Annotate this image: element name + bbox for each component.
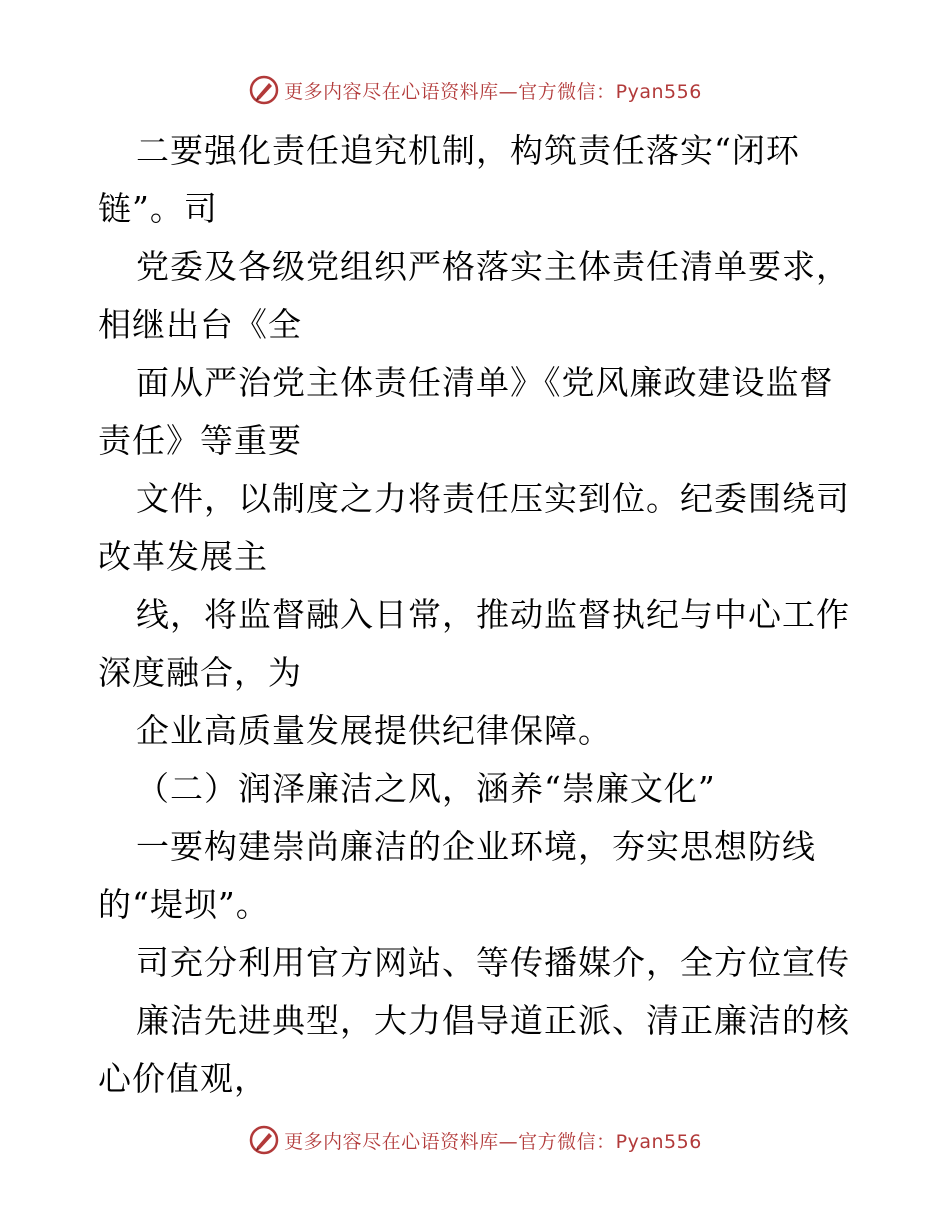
banner-main-text: 更多内容尽在心语资料库: [284, 1130, 499, 1153]
text-line: 心价值观，: [98, 1059, 268, 1098]
section-heading: （二）润泽廉洁之风，涵养“崇廉文化”: [136, 769, 716, 808]
banner-separator: —: [498, 1130, 519, 1153]
banner-text: [284, 1127, 702, 1154]
text-line: 司充分利用官方网站、等传播媒介，全方位宣传: [136, 943, 850, 982]
text-line: 文件，以制度之力将责任压实到位。纪委围绕司: [136, 479, 850, 518]
text-line: 面从严治党主体责任清单》《党风廉政建设监督: [136, 363, 834, 402]
text-line: 一要构建崇尚廉洁的企业环境，夯实思想防线: [136, 827, 816, 866]
pen-logo-icon: [248, 74, 280, 106]
text-line: 的“堤坝”。: [98, 885, 270, 924]
text-line: 企业高质量发展提供纪律保障。: [136, 711, 612, 750]
text-line: 二要强化责任追究机制，构筑责任落实“闭环: [136, 131, 800, 170]
pen-logo-icon: [248, 1124, 280, 1156]
banner-text: [284, 77, 702, 104]
text-line: 改革发展主: [98, 537, 268, 576]
text-line: 党委及各级党组织严格落实主体责任清单要求，: [136, 247, 850, 286]
header-banner: [0, 70, 950, 110]
text-line: 责任》等重要: [98, 421, 302, 460]
text-line: 廉洁先进典型，大力倡导道正派、清正廉洁的核: [136, 1001, 850, 1040]
document-body: [98, 122, 858, 1108]
banner-wechat-text: 官方微信：Pyan556: [518, 1130, 702, 1153]
text-line: 深度融合，为: [98, 653, 302, 692]
banner-main-text: 更多内容尽在心语资料库: [284, 80, 499, 103]
banner-wechat-text: 官方微信：Pyan556: [518, 80, 702, 103]
text-line: 线，将监督融入日常，推动监督执纪与中心工作: [136, 595, 850, 634]
footer-banner: [0, 1120, 950, 1160]
text-line: 相继出台《全: [98, 305, 302, 344]
banner-separator: —: [498, 80, 519, 103]
text-line: 链”。司: [98, 189, 218, 228]
